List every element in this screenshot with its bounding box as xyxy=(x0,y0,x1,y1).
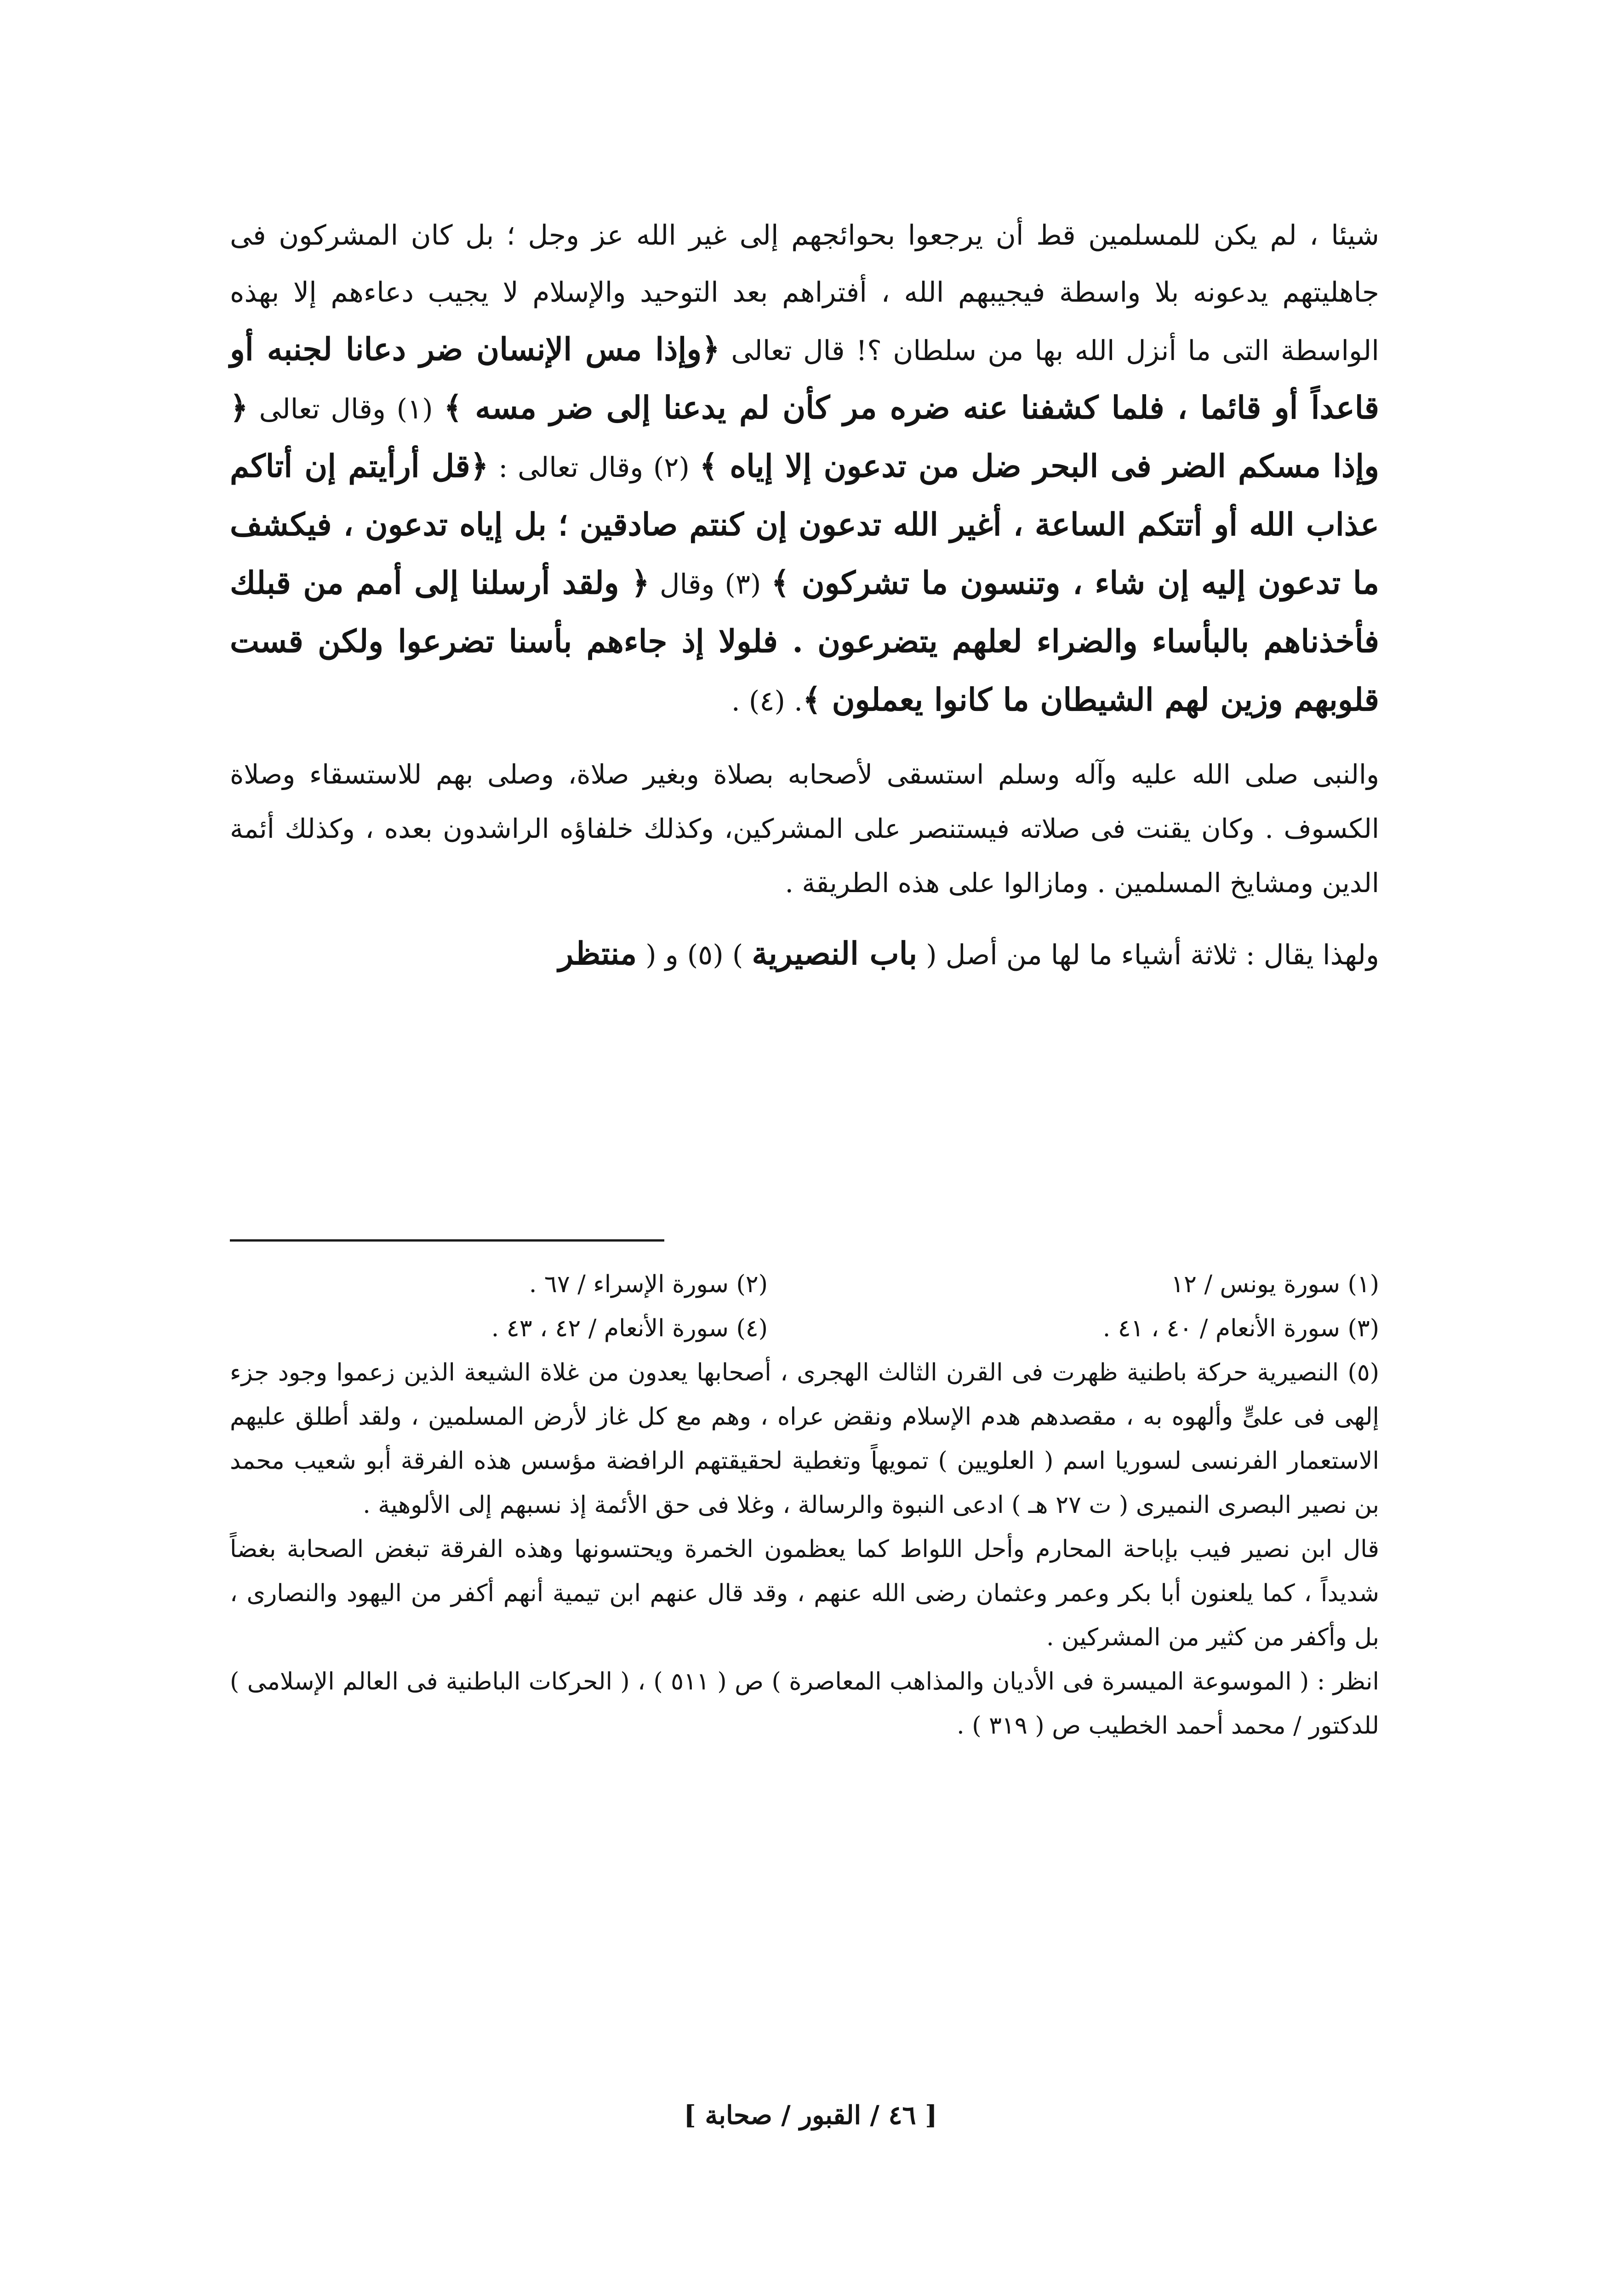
footnote-1: (١) سورة يونس / ١٢ xyxy=(1171,1271,1379,1298)
text-segment: شيئا ، لم يكن للمسلمين قط أن يرجعوا بحوائجهم إلى غير الله عز وجل ؛ بل كان المشركون فى جاهليتهم يدعونه بلا واسطة فيجيبهم الله ، أفتراهم بعد التوحيد والإسلام لا يجيب دعاءهم إلا بهذه الواسطة التى ما أنزل الله بها من سلطان ؟! قال تعالى xyxy=(230,219,1379,367)
footnote-2: (٢) سورة الإسراء / ٦٧ . xyxy=(529,1271,768,1298)
text-segment: . (٤) . xyxy=(731,685,803,717)
paragraph-3 xyxy=(230,927,1379,982)
text-segment: ولهذا يقال : ثلاثة أشياء ما لها من أصل ( xyxy=(917,939,1379,971)
footnote-divider xyxy=(230,1239,664,1242)
footnote-5-continued: قال ابن نصير فيب بإباحة المحارم وأحل اللواط كما يعظمون الخمرة ويحتسونها وهذه الفرقة تبغض الصحابة بغضاً شديداً ، كما يلعنون أبا بكر وعمر وعثمان رضى الله عنهم ، وقد قال عنهم ابن تيمية أنهم أكفر من اليهود والنصارى ، بل وأكفر من كثير من المشركين . xyxy=(230,1535,1379,1651)
quran-verse: ﴿ ولقد أرسلنا إلى أمم من قبلك فأخذناهم بالبأساء والضراء لعلهم يتضرعون . فلولا إذ جاءهم بأسنا تضرعوا ولكن قست قلوبهم وزين لهم الشيطان ما كانوا يعملون ﴾ xyxy=(230,565,1379,718)
quran-verse: ﴿قل أرأيتم إن أتاكم عذاب الله أو أتتكم الساعة ، أغير الله تدعون إن كنتم صادقين ؛ بل إياه تدعون ، فيكشف ما تدعون إليه إن شاء ، وتنسون ما تشركون ﴾ xyxy=(230,448,1379,601)
footnote-4: (٤) سورة الأنعام / ٤٢ ، ٤٣ . xyxy=(491,1315,768,1342)
paragraph-1 xyxy=(230,207,1379,730)
page-footer: [ ٤٦ / القبور / صحابة ] xyxy=(684,2100,937,2130)
footnote-5: (٥) النصيرية حركة باطنية ظهرت فى القرن الثالث الهجرى ، أصحابها يعدون من غلاة الشيعة الذين زعموا وجود جزء إلهى فى علىٍّ وألهوه به ، مقصدهم هدم الإسلام ونقض عراه ، وهم مع كل غاز لأرض المسلمين ، ولقد أطلق عليهم الاستعمار الفرنسى لسوريا اسم ( العلويين ) تمويهاً وتغطية لحقيقتهم الرافضة مؤسس هذه الفرقة أبو شعيب محمد بن نصير البصرى النميرى ( ت ٢٧ هـ ) ادعى النبوة والرسالة ، وغلا فى حق الأئمة إذ نسبهم إلى الألوهية . xyxy=(230,1359,1379,1519)
text-segment: ) (٥) و ( xyxy=(637,939,752,971)
text-segment: (٢) وقال تعالى : xyxy=(488,452,700,484)
footnotes xyxy=(230,1262,1379,1748)
text-segment: (١) وقال تعالى xyxy=(248,393,444,425)
bold-term: منتظر xyxy=(558,935,637,972)
footnote-refs xyxy=(230,1262,1379,1351)
footnote-3: (٣) سورة الأنعام / ٤٠ ، ٤١ . xyxy=(1102,1315,1379,1342)
footnote-5-sources: انظر : ( الموسوعة الميسرة فى الأديان والمذاهب المعاصرة ) ص ( ٥١١ ) ، ( الحركات الباطنية فى العالم الإسلامى ) للدكتور / محمد أحمد الخطيب ص ( ٣١٩ ) . xyxy=(230,1668,1379,1740)
main-text xyxy=(230,207,1379,982)
bold-term: باب النصيرية xyxy=(752,935,918,972)
paragraph-2: والنبى صلى الله عليه وآله وسلم استسقى لأصحابه بصلاة وبغير صلاة، وصلى بهم للاستسقاء وصلاة الكسوف . وكان يقنت فى صلاته فيستنصر على المشركين، وكذلك خلفاؤه الراشدون بعده ، وكذلك أئمة الدين ومشايخ المسلمين . ومازالوا على هذه الطريقة . xyxy=(230,759,1379,899)
quran-verse: ﴿وإذا مس الإنسان ضر دعانا لجنبه أو قاعداً أو قائما ، فلما كشفنا عنه ضره مر كأن لم يدعنا إلى ضر مسه ﴾ xyxy=(230,331,1380,426)
text-segment: (٣) وقال xyxy=(649,568,771,601)
quran-verse: ﴿ وإذا مسكم الضر فى البحر ضل من تدعون إلا إياه ﴾ xyxy=(230,389,1379,485)
